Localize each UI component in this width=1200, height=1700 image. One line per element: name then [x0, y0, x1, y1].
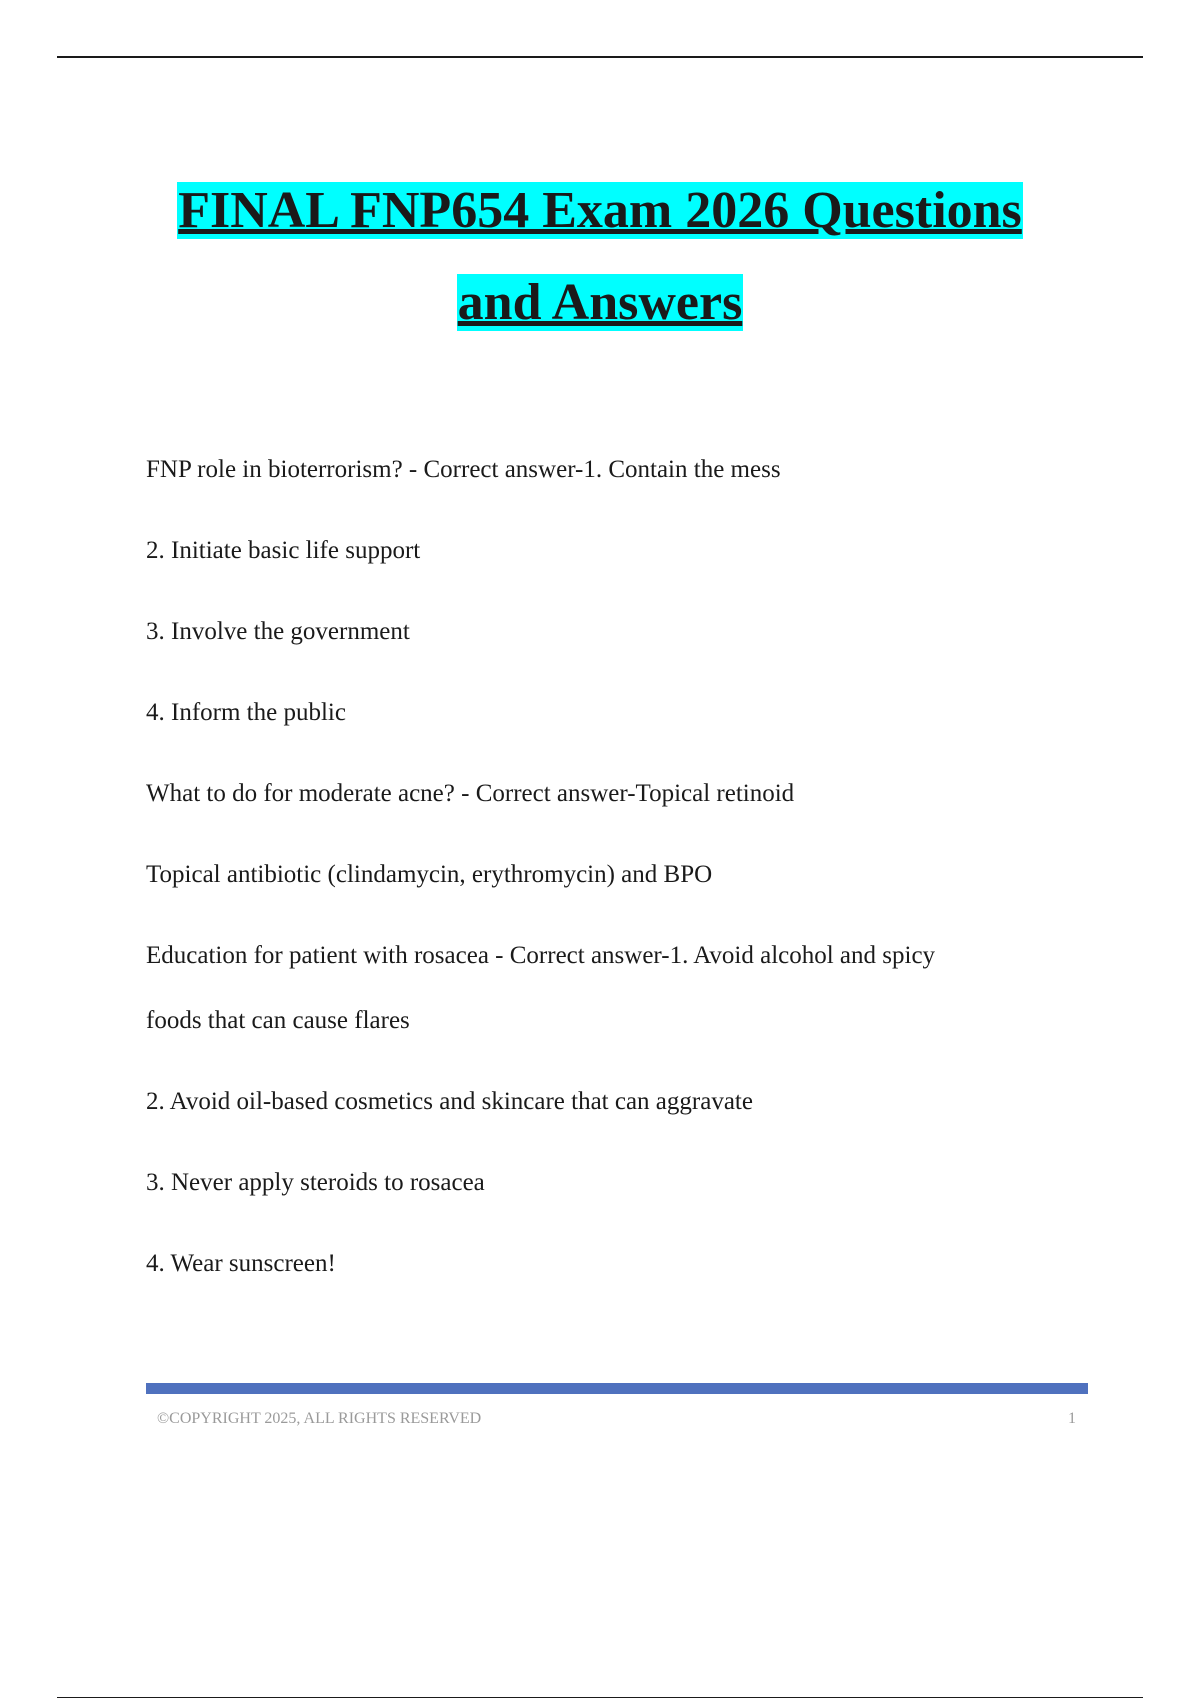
- footer-copyright: ©COPYRIGHT 2025, ALL RIGHTS RESERVED: [157, 1410, 482, 1427]
- question-rosacea: Education for patient with rosacea - Correct answer-1. Avoid alcohol and spicy: [146, 942, 936, 969]
- answer-line: 3. Never apply steroids to rosacea: [146, 1169, 485, 1196]
- top-rule: [57, 56, 1143, 58]
- question-bioterrorism: FNP role in bioterrorism? - Correct answer-1. Contain the mess: [146, 456, 781, 483]
- answer-line: 4. Inform the public: [146, 699, 346, 726]
- answer-line: 3. Involve the government: [146, 618, 410, 645]
- document-title-line-1: FINAL FNP654 Exam 2026 Questions: [178, 182, 1022, 239]
- answer-line: 2. Initiate basic life support: [146, 537, 421, 564]
- answer-line: foods that can cause flares: [146, 1007, 410, 1034]
- page-number: 1: [1068, 1410, 1076, 1427]
- answer-line: Topical antibiotic (clindamycin, erythromycin) and BPO: [146, 861, 713, 888]
- answer-line: 2. Avoid oil-based cosmetics and skincare that can aggravate: [146, 1088, 753, 1115]
- answer-line: 4. Wear sunscreen!: [146, 1250, 336, 1277]
- question-acne: What to do for moderate acne? - Correct answer-Topical retinoid: [146, 780, 795, 807]
- footer-bar: [146, 1383, 1088, 1394]
- document-title-line-2: and Answers: [457, 274, 743, 331]
- bottom-rule: [57, 1697, 1143, 1698]
